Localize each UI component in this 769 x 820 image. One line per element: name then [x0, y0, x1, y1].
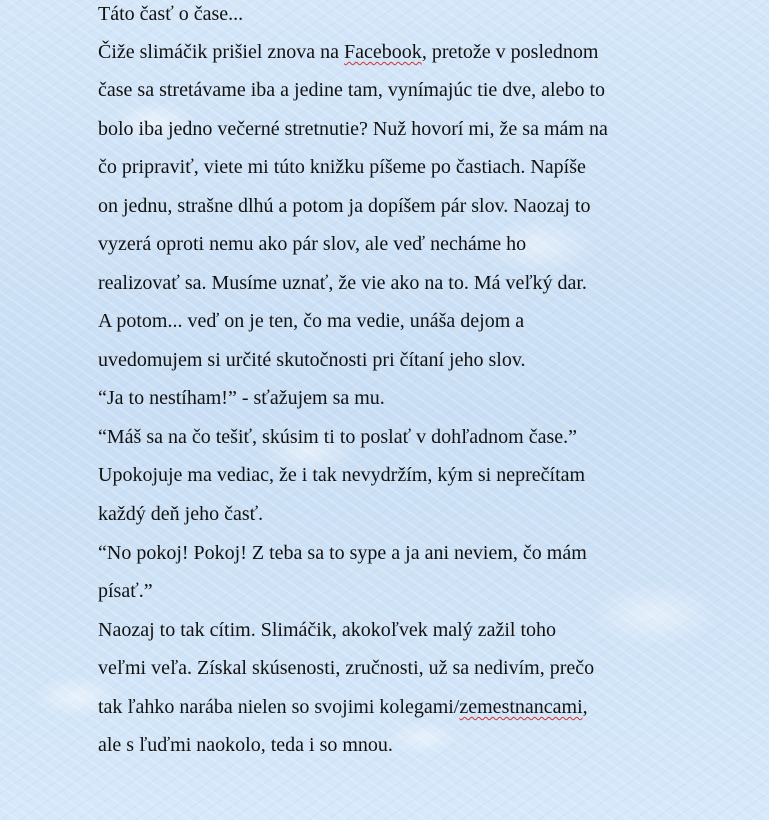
text-line: každý deň jeho časť.	[98, 503, 264, 525]
text-line: čase sa stretávame iba a jedine tam, vynímajúc tie dve, alebo to	[98, 79, 606, 101]
spellcheck-flagged-word: Facebook	[344, 41, 422, 63]
text-line: Upokojuje ma vediac, že i tak nevydržím, kým si neprečítam	[98, 464, 586, 486]
text-line: veľmi veľa. Získal skúsenosti, zručnosti, už sa nedivím, prečo	[98, 657, 595, 679]
text-line	[98, 2, 243, 26]
text-line: A potom... veď on je ten, čo ma vedie, unáša dejom a	[98, 310, 525, 332]
text-line: “No pokoj! Pokoj! Z teba sa to sype a ja ani neviem, čo mám	[98, 542, 587, 564]
paragraph-heading: Táto časť o čase...	[98, 3, 244, 25]
text-line	[98, 40, 598, 64]
text-line: bolo iba jedno večerné stretnutie? Nuž hovorí mi, že sa mám na	[98, 118, 608, 140]
text-segment: tak ľahko narába nielen so svojimi kolegami/	[98, 696, 460, 718]
text-line	[98, 695, 588, 719]
spellcheck-flagged-word: zemestnancami	[459, 696, 583, 718]
text-line: Naozaj to tak cítim. Slimáčik, akokoľvek malý zažil toho	[98, 619, 556, 641]
text-line: on jednu, strašne dlhú a potom ja dopíšem pár slov. Naozaj to	[98, 195, 591, 217]
text-line: písať.”	[98, 580, 153, 602]
text-segment: , pretože v poslednom	[421, 41, 599, 63]
text-segment: ,	[582, 696, 588, 718]
text-line: uvedomujem si určité skutočnosti pri čítaní jeho slov.	[98, 349, 526, 371]
text-line: ale s ľuďmi naokolo, teda i so mnou.	[98, 734, 393, 756]
text-line: vyzerá oproti nemu ako pár slov, ale veď necháme ho	[98, 233, 527, 255]
text-line: “Máš sa na čo tešiť, skúsim ti to poslať v dohľadnom čase.”	[98, 426, 578, 448]
text-line: “Ja to nestíham!” - sťažujem sa mu.	[98, 387, 385, 409]
text-line: realizovať sa. Musíme uznať, že vie ako na to. Má veľký dar.	[98, 272, 587, 294]
text-segment: Čiže slimáčik prišiel znova na	[98, 41, 345, 63]
text-line: čo pripraviť, viete mi túto knižku píšeme po častiach. Napíše	[98, 156, 586, 178]
